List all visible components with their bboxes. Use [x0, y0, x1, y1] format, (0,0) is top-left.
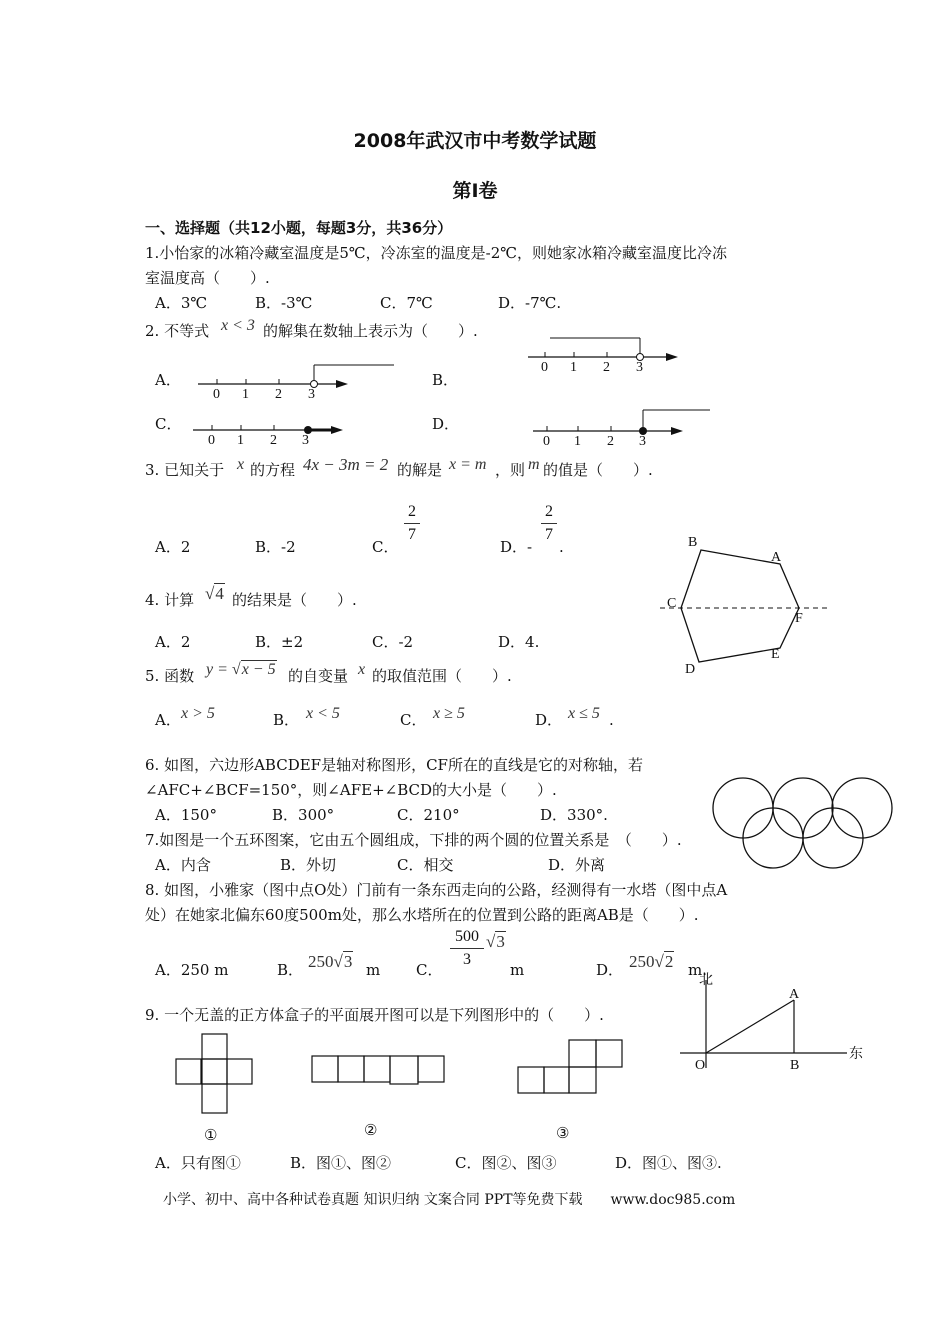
number-line-b: [520, 330, 690, 375]
q2-option-d: D．: [432, 415, 460, 433]
tick-label: 0: [213, 387, 220, 402]
q4-stem-pre: 4. 计算: [145, 591, 195, 609]
q5-option-a: A．: [155, 711, 181, 729]
q6-option-c: C．210°: [397, 806, 460, 824]
q4-radicand: 4: [215, 584, 224, 603]
net-figure-1: [170, 1030, 260, 1120]
point-b-label: B: [790, 1058, 800, 1073]
q7-option-d: D．外离: [548, 856, 606, 874]
tick-label: 3: [302, 433, 309, 448]
q3-var-m: m: [528, 456, 540, 473]
q3-option-d-end: .: [559, 538, 564, 556]
number-line-a: [190, 360, 400, 405]
fraction-denominator: 7: [408, 526, 416, 543]
q6-stem-line2: ∠AFC+∠BCF=150°，则∠AFE+∠BCD的大小是（ ）.: [145, 781, 557, 799]
north-label: 北: [699, 973, 713, 988]
q1-option-d: D．-7℃.: [498, 294, 562, 312]
q8-option-b-expr: 250√3: [308, 952, 353, 971]
q3-option-b: B．-2: [255, 538, 296, 556]
radicand: 3: [343, 952, 353, 971]
q8-option-c: C．: [416, 961, 443, 979]
tick-label: 0: [543, 434, 550, 449]
number-line-c: [185, 410, 355, 450]
radicand: 2: [664, 952, 674, 971]
q6-option-b: B．300°: [272, 806, 335, 824]
q5-stem-pre: 5. 函数: [145, 667, 195, 685]
vertex-label-c: C: [667, 596, 677, 611]
coefficient: 250: [629, 952, 655, 971]
tick-label: 1: [570, 360, 577, 375]
vertex-label-d: D: [685, 662, 696, 677]
q5-option-b-expr: x < 5: [306, 705, 340, 722]
q3-option-a: A．2: [155, 538, 191, 556]
q3-stem-pre: 3. 已知关于: [145, 461, 225, 479]
tick-label: 3: [636, 360, 643, 375]
fraction-numerator: 2: [545, 503, 553, 520]
fraction-denominator: 7: [545, 526, 553, 543]
q5-option-c-expr: x ≥ 5: [433, 705, 465, 722]
net-figure-3: [514, 1036, 629, 1098]
q8-option-d-expr: 250√2: [629, 952, 674, 971]
volume-heading: 第Ⅰ卷: [452, 180, 498, 202]
coefficient: 250: [308, 952, 334, 971]
q5-option-c: C．: [400, 711, 427, 729]
q9-stem: 9. 一个无盖的正方体盒子的平面展开图可以是下列图形中的（ ）.: [145, 1006, 604, 1024]
q8-option-c-sqrt: √3: [486, 932, 505, 951]
q4-option-c: C．-2: [372, 633, 414, 651]
q4-option-d: D．4.: [498, 633, 540, 651]
q9-option-c: C．图②、图③: [455, 1154, 557, 1172]
page-title: 2008年武汉市中考数学试题: [353, 130, 597, 152]
footer-text: 小学、初中、高中各种试卷真题 知识归纳 文案合同 PPT等免费下载 www.doc985.com: [163, 1192, 736, 1208]
section-heading: 一、选择题（共12小题，每题3分，共36分）: [145, 219, 453, 237]
q3-stem-post: 的值是（ ）.: [543, 461, 653, 479]
q1-option-a: A．3℃: [155, 294, 208, 312]
q5-option-d-end: .: [609, 711, 614, 729]
q6-option-d: D．330°.: [540, 806, 608, 824]
q2-option-b: B．: [432, 371, 459, 389]
q7-option-a: A．内含: [155, 856, 211, 874]
vertex-label-a: A: [771, 550, 782, 565]
tick-label: 2: [603, 360, 610, 375]
q2-stem-pre: 2. 不等式: [145, 322, 210, 340]
q8-option-d-unit: m.: [688, 961, 707, 979]
q2-option-c: C．: [155, 415, 182, 433]
q3-equation: 4x − 3m = 2: [303, 455, 389, 474]
q4-sqrt: √4: [205, 584, 224, 603]
net-figure-2: [308, 1050, 448, 1090]
q3-option-d-fraction: [541, 503, 557, 544]
east-label: 东: [849, 1047, 863, 1062]
vertex-label-e: E: [771, 647, 780, 662]
q8-stem-line2: 处）在她家北偏东60度500m处，那么水塔所在的位置到公路的距离AB是（ ）.: [145, 906, 699, 924]
q3-solution: x = m: [449, 456, 487, 473]
q2-option-a: A．: [155, 371, 181, 389]
q9-option-b: B．图①、图②: [290, 1154, 392, 1172]
fraction-numerator: 500: [455, 928, 479, 945]
fraction-numerator: 2: [408, 503, 416, 520]
tick-label: 1: [574, 434, 581, 449]
net-figure-3-label: ③: [556, 1124, 570, 1142]
q5-var-x: x: [358, 661, 366, 678]
q8-option-c-unit: m: [510, 961, 525, 979]
tick-label: 0: [541, 360, 548, 375]
q8-option-b-unit: m: [366, 961, 381, 979]
fraction-denominator: 3: [463, 951, 471, 968]
q5-stem-post: 的取值范围（ ）.: [372, 667, 512, 685]
hexagon-figure: [655, 530, 835, 680]
five-rings-figure: [710, 770, 895, 875]
q5-function-lhs: y =: [206, 661, 232, 678]
q8-option-a: A．250 m: [155, 961, 229, 979]
vertex-label-b: B: [688, 535, 698, 550]
q5-stem-mid: 的自变量: [288, 667, 349, 685]
q3-option-c-fraction: [404, 503, 420, 544]
q3-option-c: C．: [372, 538, 399, 556]
tick-label: 2: [275, 387, 282, 402]
q1-option-b: B．-3℃: [255, 294, 313, 312]
q3-stem-mid2: 的解是: [397, 461, 443, 479]
vertex-label-f: F: [795, 611, 803, 626]
radicand: 3: [496, 932, 505, 951]
q2-inequality: x < 3: [221, 317, 255, 334]
tick-label: 1: [237, 433, 244, 448]
q6-option-a: A．150°: [155, 806, 217, 824]
q5-option-b: B．: [273, 711, 300, 729]
q5-option-a-expr: x > 5: [181, 705, 215, 722]
q1-stem-line1: 1.小怡家的冰箱冷藏室温度是5℃，冷冻室的温度是-2℃，则她家冰箱冷藏室温度比冷冻: [145, 244, 728, 262]
q8-option-b: B．: [277, 961, 304, 979]
tick-label: 0: [208, 433, 215, 448]
q6-stem-line1: 6. 如图，六边形ABCDEF是轴对称图形，CF所在的直线是它的对称轴，若: [145, 756, 643, 774]
tick-label: 2: [607, 434, 614, 449]
q8-option-c-fraction: [450, 928, 484, 969]
q3-option-d: D．-: [500, 538, 533, 556]
net-figure-1-label: ①: [204, 1126, 218, 1144]
q5-function: y = √x − 5: [206, 661, 276, 678]
q1-option-c: C．7℃: [380, 294, 433, 312]
q4-option-a: A．2: [155, 633, 191, 651]
number-line-d: [525, 405, 715, 450]
q4-option-b: B．±2: [255, 633, 304, 651]
q1-stem-line2: 室温度高（ ）.: [145, 269, 270, 287]
q5-option-d: D．: [535, 711, 563, 729]
tick-label: 1: [242, 387, 249, 402]
q7-stem: 7.如图是一个五环图案，它由五个圆组成，下排的两个圆的位置关系是 （ ）.: [145, 831, 682, 849]
q9-option-a: A．只有图①: [155, 1154, 241, 1172]
q3-var-x: x: [237, 456, 245, 473]
origin-label: O: [695, 1058, 706, 1073]
tick-label: 3: [639, 434, 646, 449]
q9-option-d: D．图①、图③.: [615, 1154, 722, 1172]
tick-label: 2: [270, 433, 277, 448]
tick-label: 3: [308, 387, 315, 402]
q4-stem-post: 的结果是（ ）.: [232, 591, 357, 609]
q7-option-c: C．相交: [397, 856, 454, 874]
q8-stem-line1: 8. 如图，小雅家（图中点O处）门前有一条东西走向的公路，经测得有一水塔（图中点A: [145, 881, 728, 899]
compass-figure: [675, 970, 870, 1075]
net-figure-2-label: ②: [364, 1121, 378, 1139]
q5-radicand: x − 5: [241, 661, 276, 678]
point-a-label: A: [789, 987, 800, 1002]
q8-option-d: D．: [596, 961, 624, 979]
q3-stem-mid3: ，则: [495, 461, 526, 479]
q7-option-b: B．外切: [280, 856, 337, 874]
q3-stem-mid1: 的方程: [250, 461, 296, 479]
q2-stem-post: 的解集在数轴上表示为（ ）.: [263, 322, 478, 340]
q5-option-d-expr: x ≤ 5: [568, 705, 600, 722]
